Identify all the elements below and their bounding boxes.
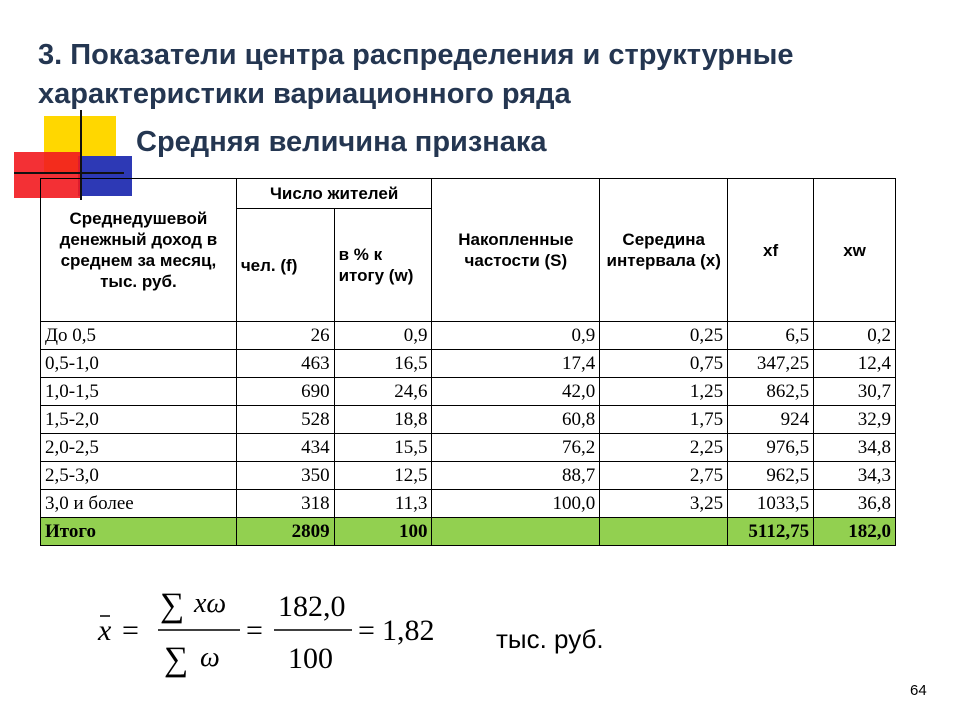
cell-midpoint: 3,25 [600, 490, 728, 518]
cell-xw: 0,2 [814, 322, 896, 350]
cell-cumulative: 88,7 [432, 462, 600, 490]
cell-people: 350 [236, 462, 334, 490]
sum-sign-top: ∑ [160, 587, 185, 624]
cell-interval: До 0,5 [41, 322, 237, 350]
equals-sign-2: = [246, 614, 263, 647]
fraction-denominator: 100 [288, 642, 333, 675]
cell-interval: 2,0-2,5 [41, 434, 237, 462]
cell-cumulative: 42,0 [432, 378, 600, 406]
page-number: 64 [910, 682, 927, 699]
table-row [41, 490, 896, 518]
cell-xf: 976,5 [728, 434, 814, 462]
cell-cumulative: 17,4 [432, 350, 600, 378]
section-subtitle: Средняя величина признака [136, 126, 547, 158]
cell-people: 463 [236, 350, 334, 378]
cell-midpoint: 0,25 [600, 322, 728, 350]
cell-percent: 16,5 [334, 350, 432, 378]
table-row [41, 350, 896, 378]
cell-xw: 12,4 [814, 350, 896, 378]
cell-xf: 1033,5 [728, 490, 814, 518]
cell-xw: 34,3 [814, 462, 896, 490]
cell-percent: 15,5 [334, 434, 432, 462]
equals-sign-1: = [122, 614, 139, 647]
formula-numerator: xω [194, 588, 227, 619]
cell-cumulative: 100,0 [432, 490, 600, 518]
cell-percent: 12,5 [334, 462, 432, 490]
cell-percent: 0,9 [334, 322, 432, 350]
cell-total-label: Итого [41, 518, 237, 546]
cell-xf: 862,5 [728, 378, 814, 406]
cell-total-cumulative [432, 518, 600, 546]
cell-interval: 2,5-3,0 [41, 462, 237, 490]
cell-people: 434 [236, 434, 334, 462]
table-row [41, 434, 896, 462]
title-line-1: 3. Показатели центра распределения и структурные [38, 39, 794, 71]
cell-xf: 6,5 [728, 322, 814, 350]
cell-xf: 924 [728, 406, 814, 434]
header-percent: в % к итогу (w) [334, 209, 432, 322]
header-income: Среднедушевой денежный доход в среднем за месяц, тыс. руб. [41, 179, 237, 322]
decor-horizontal-line [14, 172, 124, 174]
cell-total-people: 2809 [236, 518, 334, 546]
cell-people: 318 [236, 490, 334, 518]
title-line-2: характеристики вариационного ряда [38, 78, 571, 110]
cell-percent: 24,6 [334, 378, 432, 406]
mean-formula [90, 578, 470, 678]
cell-xw: 32,9 [814, 406, 896, 434]
fraction-numerator: 182,0 [278, 590, 346, 623]
header-cumulative: Накопленные частости (S) [432, 179, 600, 322]
slide-title [38, 36, 938, 114]
cell-percent: 11,3 [334, 490, 432, 518]
cell-total-midpoint [600, 518, 728, 546]
cell-people: 690 [236, 378, 334, 406]
formula-graphic [90, 578, 470, 678]
header-midpoint: Середина интервала (x) [600, 179, 728, 322]
header-xf: xf [728, 179, 814, 322]
cell-interval: 0,5-1,0 [41, 350, 237, 378]
header-people: чел. (f) [236, 209, 334, 322]
cell-xw: 36,8 [814, 490, 896, 518]
cell-xw: 34,8 [814, 434, 896, 462]
cell-cumulative: 76,2 [432, 434, 600, 462]
cell-interval: 1,0-1,5 [41, 378, 237, 406]
cell-interval: 3,0 и более [41, 490, 237, 518]
formula-denominator: ω [200, 642, 220, 673]
cell-total-percent: 100 [334, 518, 432, 546]
table-row [41, 322, 896, 350]
cell-midpoint: 1,75 [600, 406, 728, 434]
formula-lhs: x [98, 614, 112, 647]
cell-cumulative: 60,8 [432, 406, 600, 434]
header-xw: xw [814, 179, 896, 322]
header-residents: Число жителей [236, 179, 432, 209]
cell-midpoint: 2,75 [600, 462, 728, 490]
total-row [41, 518, 896, 546]
formula-result: 1,82 [382, 614, 435, 647]
equals-sign-3: = [358, 614, 375, 647]
cell-percent: 18,8 [334, 406, 432, 434]
cell-xw: 30,7 [814, 378, 896, 406]
cell-midpoint: 0,75 [600, 350, 728, 378]
unit-label: тыс. руб. [496, 624, 604, 654]
cell-cumulative: 0,9 [432, 322, 600, 350]
sum-sign-bottom: ∑ [164, 641, 189, 678]
cell-xf: 962,5 [728, 462, 814, 490]
table-row [41, 406, 896, 434]
cell-midpoint: 2,25 [600, 434, 728, 462]
frequency-table [40, 178, 896, 546]
table-row [41, 462, 896, 490]
cell-xf: 347,25 [728, 350, 814, 378]
cell-people: 26 [236, 322, 334, 350]
cell-total-xf: 5112,75 [728, 518, 814, 546]
cell-midpoint: 1,25 [600, 378, 728, 406]
table-row [41, 378, 896, 406]
cell-total-xw: 182,0 [814, 518, 896, 546]
cell-people: 528 [236, 406, 334, 434]
cell-interval: 1,5-2,0 [41, 406, 237, 434]
